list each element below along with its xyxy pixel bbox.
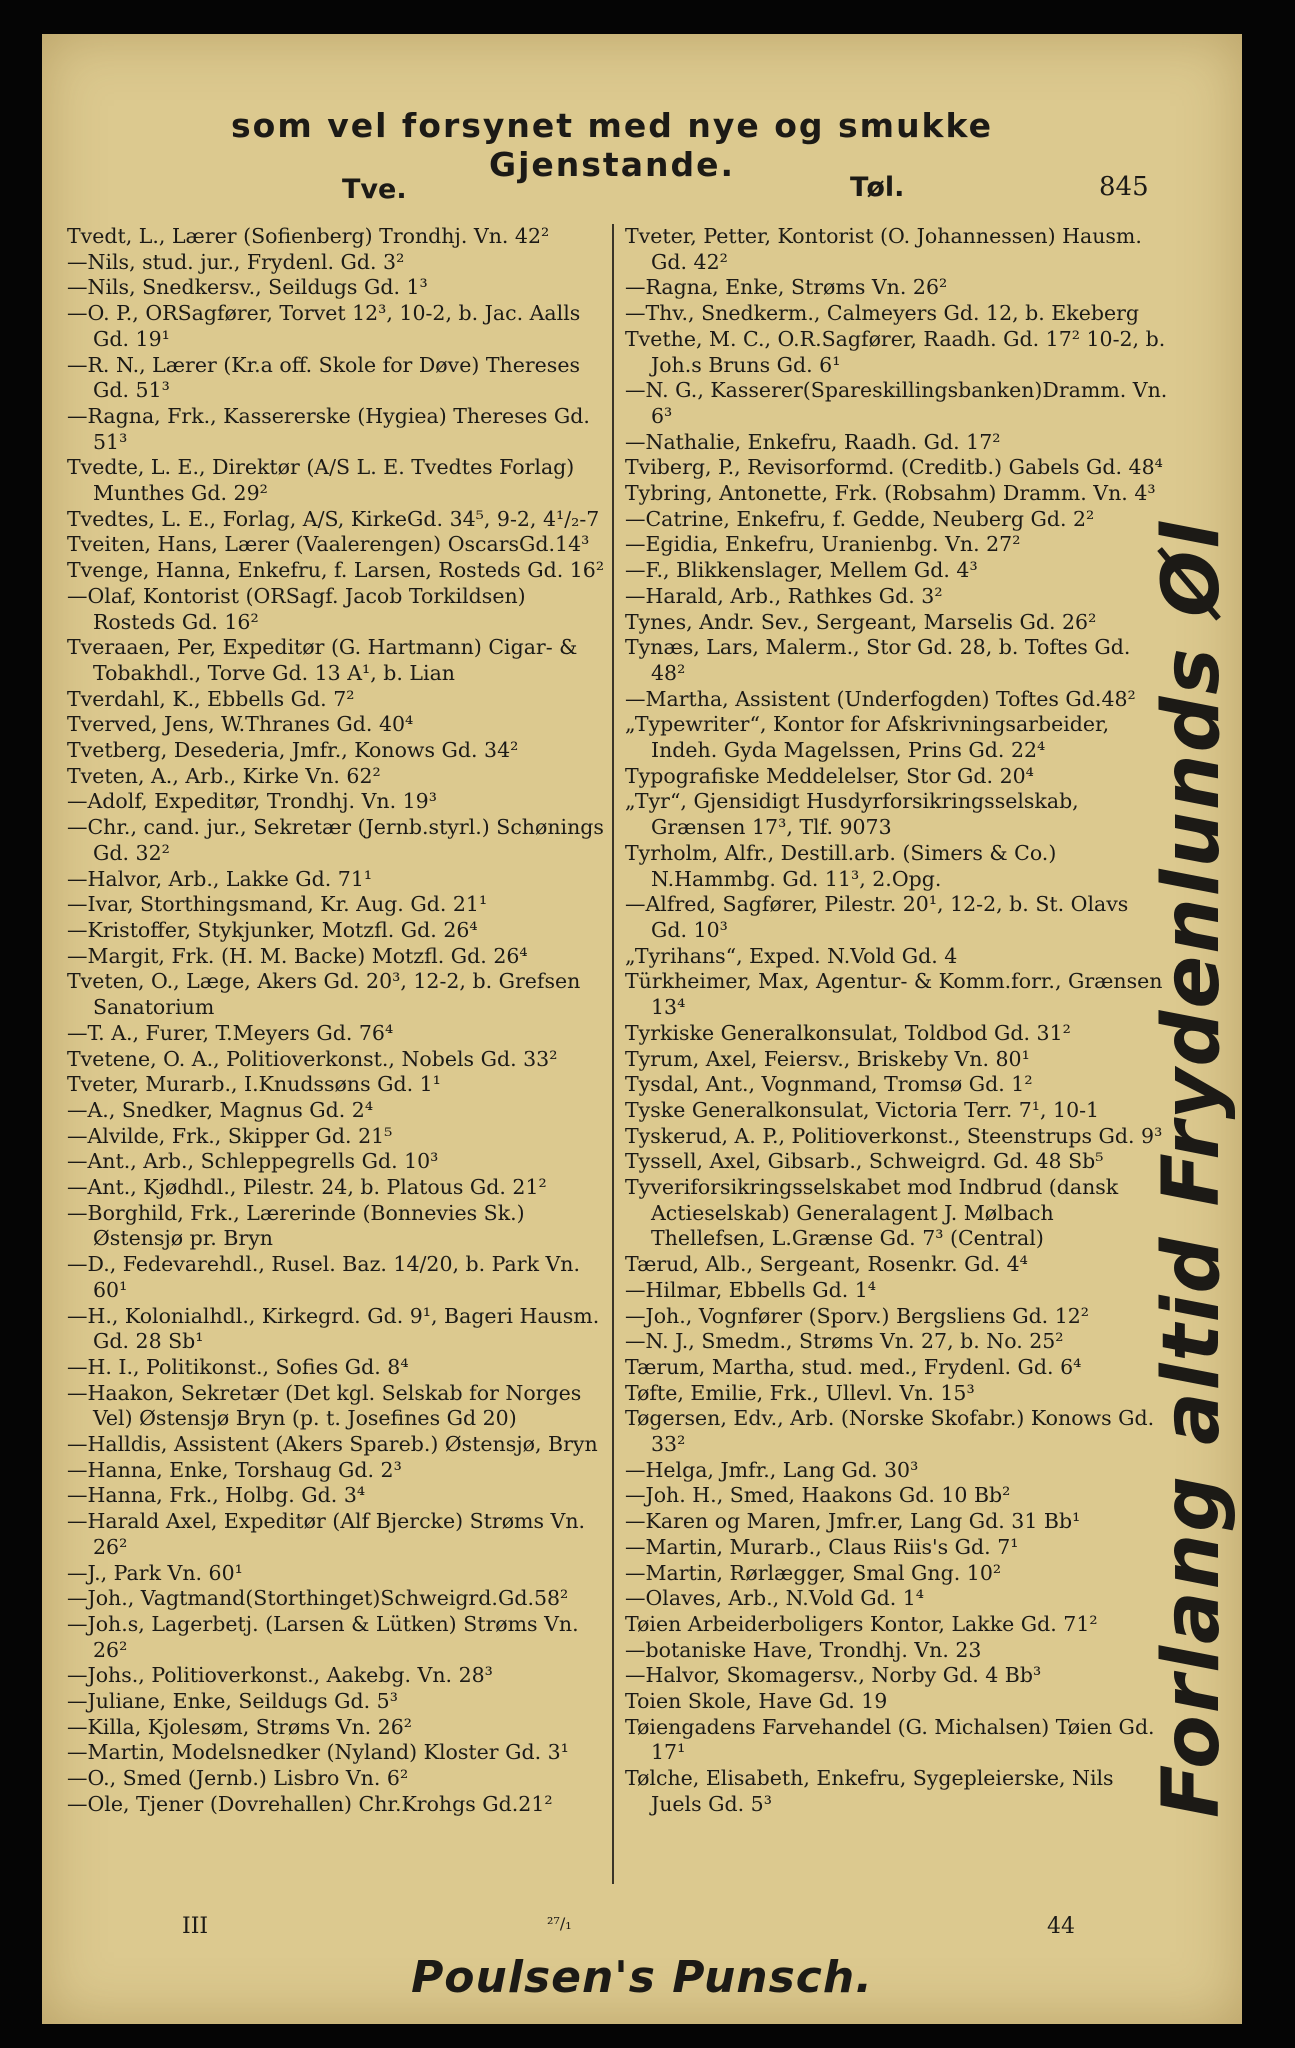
directory-entry: —Nathalie, Enkefru, Raadh. Gd. 17² [625,429,1001,454]
directory-entry: —Ant., Arb., Schleppegrells Gd. 10³ [67,1149,439,1174]
directory-entry: Tærud, Alb., Sergeant, Rosenkr. Gd. 4⁴ [625,1252,1028,1277]
directory-entry: —H., Kolonialhdl., Kirkegrd. Gd. 9¹, Bageri Hausm. Gd. 28 Sb¹ [67,1303,600,1354]
running-head-left: Tve. [342,174,407,205]
bottom-ad: Poulsen's Punsch. [411,1952,873,2003]
column-divider [612,224,614,1884]
directory-entry: Tvetene, O. A., Politioverkonst., Nobels Gd. 33² [67,1046,558,1071]
directory-entry: Tyrkiske Generalkonsulat, Toldbod Gd. 31² [625,1020,1071,1045]
directory-entry: Tvedt, L., Lærer (Sofienberg) Trondhj. Vn. 42² [67,224,550,248]
running-head-right: Tøl. [850,172,905,203]
directory-entry: Tyveriforsikringsselskabet mod Indbrud (dansk Actieselskab) Generalagent J. Mølbach Thellefsen, L.Grænse Gd. 7³ (Central) [625,1175,1119,1251]
directory-entry: Tveten, O., Læge, Akers Gd. 20³, 12-2, b. Grefsen Sanatorium [67,969,581,1020]
directory-entry: Tvenge, Hanna, Enkefru, f. Larsen, Rosteds Gd. 16² [67,558,605,583]
directory-entry: „Tyrihans“, Exped. N.Vold Gd. 4 [625,943,958,968]
directory-entry: —Ant., Kjødhdl., Pilestr. 24, b. Platous Gd. 21² [67,1175,547,1200]
directory-entry: Tvethe, M. C., O.R.Sagfører, Raadh. Gd. 17² 10-2, b. Joh.s Bruns Gd. 6¹ [625,326,1166,377]
directory-entry: —Ivar, Storthingsmand, Kr. Aug. Gd. 21¹ [67,892,488,917]
directory-entry: „Typewriter“, Kontor for Afskrivningsarbeider, Indeh. Gyda Magelssen, Prins Gd. 22⁴ [625,712,1110,763]
directory-entry: —Juliane, Enke, Seildugs Gd. 5³ [67,1689,398,1714]
directory-entry: —Joh.s, Lagerbetj. (Larsen & Lütken) Strøms Vn. 26² [67,1611,579,1662]
directory-entry: —Halldis, Assistent (Akers Spareb.) Østensjø, Bryn [67,1432,598,1457]
directory-entry: —O., Smed (Jernb.) Lisbro Vn. 6² [67,1766,409,1791]
directory-entry: —Martin, Rørlægger, Smal Gng. 10² [625,1560,1002,1585]
directory-entry: —D., Fedevarehdl., Rusel. Baz. 14/20, b. Park Vn. 60¹ [67,1252,581,1302]
directory-entry: Tyske Generalkonsulat, Victoria Terr. 7¹, 10-1 [625,1097,1100,1122]
directory-entry: —Halvor, Arb., Lakke Gd. 71¹ [67,866,373,891]
directory-entry: —Thv., Snedkerm., Calmeyers Gd. 12, b. Ekeberg [625,301,1140,326]
directory-entry: —F., Blikkenslager, Mellem Gd. 4³ [625,558,978,583]
top-banner-ad: som vel forsynet med nye og smukke Gjenstande. [231,106,993,184]
directory-entry: —Ragna, Enke, Strøms Vn. 26² [625,275,948,300]
directory-entry: —N. J., Smedm., Strøms Vn. 27, b. No. 25² [625,1329,1064,1354]
directory-entry: —Nils, Snedkersv., Seildugs Gd. 1³ [67,275,428,300]
left-column [67,224,612,1818]
directory-entry: —A., Snedker, Magnus Gd. 2⁴ [67,1097,374,1122]
directory-entry: —Halvor, Skomagersv., Norby Gd. 4 Bb³ [625,1663,1042,1688]
directory-entry: Tynes, Andr. Sev., Sergeant, Marselis Gd. 26² [625,609,1097,634]
directory-entry: —J., Park Vn. 60¹ [67,1560,243,1585]
directory-entry: Tyssell, Axel, Gibsarb., Schweigrd. Gd. 48 Sb⁵ [625,1149,1104,1174]
directory-entry: Tveiten, Hans, Lærer (Vaalerengen) OscarsGd.14³ [67,532,590,557]
directory-entry: Tybring, Antonette, Frk. (Robsahm) Dramm. Vn. 4³ [625,481,1156,506]
directory-entry: Tveter, Petter, Kontorist (O. Johannessen) Hausm. Gd. 42² [625,224,1142,274]
directory-entry: Tyrum, Axel, Feiersv., Briskeby Vn. 80¹ [625,1046,1030,1071]
directory-entry: Toien Skole, Have Gd. 19 [625,1689,888,1714]
page-number: 845 [1099,172,1149,202]
directory-entry: —Martha, Assistent (Underfogden) Toftes Gd.48² [625,686,1136,711]
directory-entry: Tvedtes, L. E., Forlag, A/S, KirkeGd. 34⁵, 9-2, 4¹/₂-7 [67,506,600,531]
directory-entry: Tvedte, L. E., Direktør (A/S L. E. Tvedtes Forlag) Munthes Gd. 29² [67,455,575,506]
directory-entry: —T. A., Furer, T.Meyers Gd. 76⁴ [67,1020,394,1045]
directory-entry: Tyrholm, Alfr., Destill.arb. (Simers & Co.) N.Hammbg. Gd. 11³, 2.Opg. [625,840,1057,891]
directory-entry: Tøiengadens Farvehandel (G. Michalsen) Tøien Gd. 17¹ [625,1714,1155,1765]
directory-entry: —Alvilde, Frk., Skipper Gd. 21⁵ [67,1123,393,1148]
footer-sheet-number: 44 [1047,1914,1075,1939]
directory-entry: —Hanna, Frk., Holbg. Gd. 3⁴ [67,1483,366,1508]
directory-entry: —Haakon, Sekretær (Det kgl. Selskab for Norges Vel) Østensjø Bryn (p. t. Josefines Gd 20) [67,1380,582,1431]
directory-entry: —Hanna, Enke, Torshaug Gd. 2³ [67,1457,402,1482]
directory-entry: Tverved, Jens, W.Thranes Gd. 40⁴ [67,712,414,737]
directory-entry: —Catrine, Enkefru, f. Gedde, Neuberg Gd. 2² [625,506,1095,531]
directory-entry: Tysdal, Ant., Vognmand, Tromsø Gd. 1² [625,1072,1033,1097]
directory-entry: —O. P., ORSagfører, Torvet 12³, 10-2, b. Jac. Aalls Gd. 19¹ [67,301,581,351]
directory-entry: —Kristoffer, Stykjunker, Motzfl. Gd. 26⁴ [67,917,478,942]
directory-entry: —Nils, stud. jur., Frydenl. Gd. 3² [67,249,405,274]
directory-entry: Tverdahl, K., Ebbells Gd. 7² [67,686,355,711]
directory-page [42,34,1242,2024]
directory-entry: Tviberg, P., Revisorformd. (Creditb.) Gabels Gd. 48⁴ [625,455,1163,480]
directory-entry: —Ole, Tjener (Dovrehallen) Chr.Krohgs Gd.21² [67,1791,553,1816]
directory-entry: Tøgersen, Edv., Arb. (Norske Skofabr.) Konows Gd. 33² [625,1406,1155,1457]
directory-entry: —botaniske Have, Trondhj. Vn. 23 [625,1637,982,1662]
directory-entry: —R. N., Lærer (Kr.a off. Skole for Døve) Thereses Gd. 51³ [67,352,580,403]
directory-entry: —Harald, Arb., Rathkes Gd. 3² [625,583,943,608]
directory-entry: —Helga, Jmfr., Lang Gd. 30³ [625,1457,919,1482]
directory-entry: —Chr., cand. jur., Sekretær (Jernb.styrl.) Schønings Gd. 32² [67,815,604,865]
directory-entry: —Joh. H., Smed, Haakons Gd. 10 Bb² [625,1483,1011,1508]
directory-entry: Tveraaen, Per, Expeditør (G. Hartmann) Cigar- & Tobakhdl., Torve Gd. 13 A¹, b. Lian [67,635,578,685]
directory-entry: —Margit, Frk. (H. M. Backe) Motzfl. Gd. 26⁴ [67,943,528,968]
directory-entry: —Hilmar, Ebbells Gd. 1⁴ [625,1277,877,1302]
directory-entry: —Martin, Murarb., Claus Riis's Gd. 7¹ [625,1534,1019,1559]
footer-date-mark: ²⁷/₁ [547,1914,572,1933]
directory-entry: —Adolf, Expeditør, Trondhj. Vn. 19³ [67,789,437,814]
directory-entry: —Killa, Kjolesøm, Strøms Vn. 26² [67,1714,413,1739]
directory-entry: Tveten, A., Arb., Kirke Vn. 62² [67,763,381,788]
directory-entry: —N. G., Kasserer(Spareskillingsbanken)Dramm. Vn. 6³ [625,378,1168,428]
directory-entry: „Tyr“, Gjensidigt Husdyrforsikringsselskab, Grænsen 17³, Tlf. 9073 [625,789,1079,840]
directory-entry: Tvetberg, Desederia, Jmfr., Konows Gd. 34² [67,738,519,763]
directory-entry: —Martin, Modelsnedker (Nyland) Kloster Gd. 3¹ [67,1740,569,1765]
directory-entry: Türkheimer, Max, Agentur- & Komm.forr., Grænsen 13⁴ [625,969,1163,1020]
directory-entry: —Ragna, Frk., Kassererske (Hygiea) Thereses Gd. 51³ [67,403,590,454]
side-ad-text: Forlang altid Frydenlunds Øl [1147,519,1237,1819]
directory-entry: —Olaves, Arb., N.Vold Gd. 1⁴ [625,1586,925,1611]
side-ad [1147,519,1237,1819]
directory-entry: Tøfte, Emilie, Frk., Ullevl. Vn. 15³ [625,1380,975,1405]
footer-signature: III [182,1914,209,1939]
directory-entry: Tveter, Murarb., I.Knudssøns Gd. 1¹ [67,1072,441,1097]
directory-entry: Typografiske Meddelelser, Stor Gd. 20⁴ [625,763,1034,788]
directory-entry: Tynæs, Lars, Malerm., Stor Gd. 28, b. Toftes Gd. 48² [625,635,1131,685]
directory-entry: —Karen og Maren, Jmfr.er, Lang Gd. 31 Bb¹ [625,1509,1081,1534]
right-column [625,224,1170,1818]
directory-entry: —Harald Axel, Expeditør (Alf Bjercke) Strøms Vn. 26² [67,1509,586,1559]
directory-entry: Tyskerud, A. P., Politioverkonst., Steenstrups Gd. 9³ [625,1123,1163,1148]
directory-entry: —Egidia, Enkefru, Uranienbg. Vn. 27² [625,532,1021,557]
directory-entry: —Olaf, Kontorist (ORSagf. Jacob Torkildsen) Rosteds Gd. 16² [67,583,526,634]
directory-entry: Tølche, Elisabeth, Enkefru, Sygepleierske, Nils Juels Gd. 5³ [625,1766,1114,1816]
directory-entry: —Joh., Vognfører (Sporv.) Bergsliens Gd. 12² [625,1303,1090,1328]
directory-entry: Tærum, Martha, stud. med., Frydenl. Gd. 6⁴ [625,1354,1082,1379]
directory-entry: —H. I., Politikonst., Sofies Gd. 8⁴ [67,1354,409,1379]
directory-entry: —Borghild, Frk., Lærerinde (Bonnevies Sk.) Østensjø pr. Bryn [67,1200,525,1251]
directory-entry: —Johs., Politioverkonst., Aakebg. Vn. 28³ [67,1663,493,1688]
directory-entry: —Joh., Vagtmand(Storthinget)Schweigrd.Gd.58² [67,1586,569,1611]
directory-entry: —Alfred, Sagfører, Pilestr. 20¹, 12-2, b. St. Olavs Gd. 10³ [625,892,1129,942]
directory-entry: Tøien Arbeiderboligers Kontor, Lakke Gd. 71² [625,1611,1098,1636]
